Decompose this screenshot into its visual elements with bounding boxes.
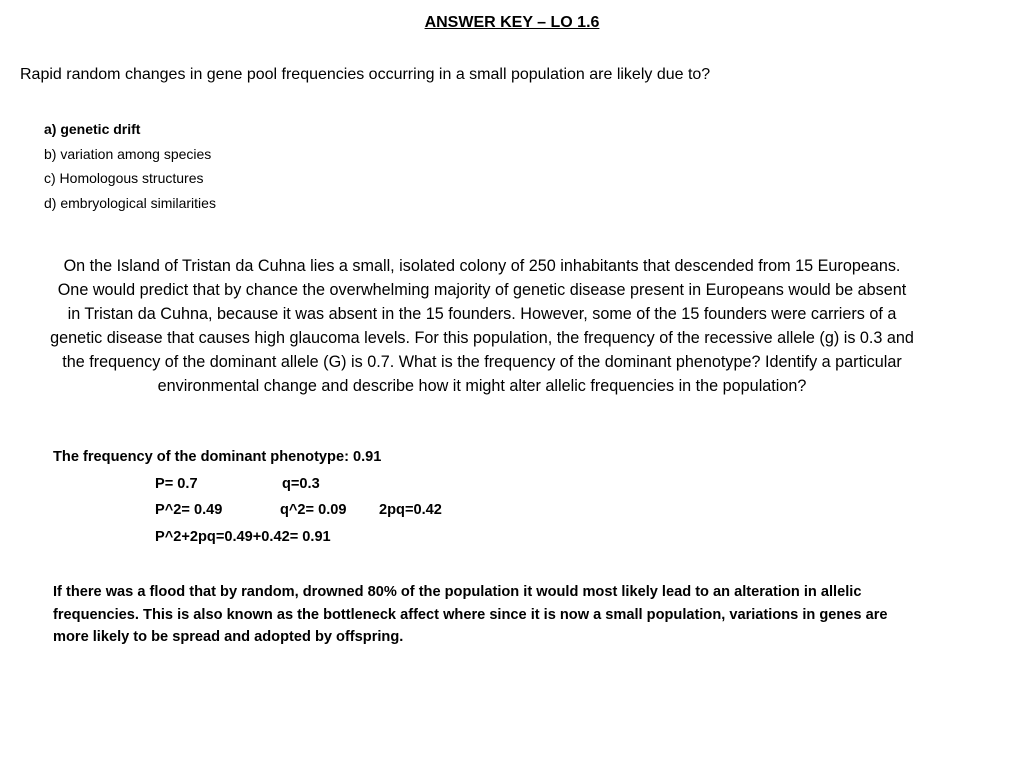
explanation-text: If there was a flood that by random, drowned 80% of the population it would most likely lead to an alteration in allelic frequencies. This is also known as the bottleneck affect where since it is now a small population, variations in genes are more likely to be spread and adopted by offspring. bbox=[53, 584, 888, 645]
work-line-genotype-frequencies bbox=[155, 502, 442, 518]
question-text: Rapid random changes in gene pool frequencies occurring in a small population are likely due to? bbox=[20, 66, 711, 83]
choice-c: c) Homologous structures bbox=[44, 170, 204, 186]
p-value: P= 0.7 bbox=[155, 476, 198, 492]
page-title: ANSWER KEY – LO 1.6 bbox=[424, 14, 600, 31]
passage-text: On the Island of Tristan da Cuhna lies a small, isolated colony of 250 inhabitants that descended from 15 Europeans. One would predict that by chance the overwhelming majority of genetic disease present in Europeans would be absent in Tristan da Cuhna, because it was absent in the 15 founders. However, some of the 15 founders were carriers of a genetic disease that causes high glaucoma levels. For this population, the frequency of the recessive allele (g) is 0.3 and the frequency of the dominant allele (G) is 0.7. What is the frequency of the dominant phenotype? Identify a particular environmental change and describe how it might alter allelic frequencies in the population? bbox=[50, 257, 914, 395]
two-pq-value: 2pq=0.42 bbox=[379, 502, 442, 518]
q-squared-value: q^2= 0.09 bbox=[280, 502, 347, 518]
choice-b: b) variation among species bbox=[44, 145, 212, 162]
work-line-allele-frequencies bbox=[155, 476, 320, 492]
choice-a-correct: a) genetic drift bbox=[44, 121, 141, 137]
work-line-sum bbox=[155, 529, 331, 545]
phenotype-answer: The frequency of the dominant phenotype: 0.91 bbox=[53, 449, 382, 465]
answer-choices bbox=[44, 117, 216, 215]
phenotype-sum: P^2+2pq=0.49+0.42= 0.91 bbox=[155, 529, 331, 545]
choice-d: d) embryological similarities bbox=[44, 194, 216, 211]
p-squared-value: P^2= 0.49 bbox=[155, 502, 223, 518]
q-value: q=0.3 bbox=[282, 476, 320, 492]
